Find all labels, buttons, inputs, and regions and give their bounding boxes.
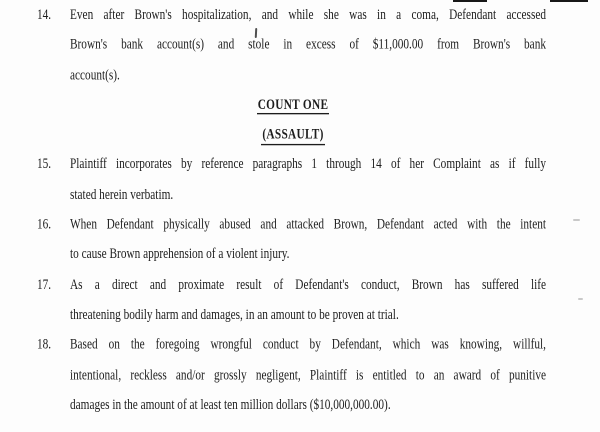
paragraph-18: [37, 330, 546, 420]
paragraph-line: Based on the foregoing wrongful conduct by Defendant, which was knowing, willful,: [70, 336, 546, 353]
paragraph-17: [37, 270, 546, 330]
paragraph-number: 17.: [37, 276, 52, 293]
heading-assault: [70, 120, 546, 150]
paragraph-line: As a direct and proximate result of Defendant's conduct, Brown has suffered life: [70, 276, 546, 293]
paragraph-line: When Defendant physically abused and attacked Brown, Defendant acted with the intent: [70, 216, 546, 233]
paragraph-14: [37, 0, 546, 90]
paragraph-16: [37, 210, 546, 270]
paragraph-line: damages in the amount of at least ten million dollars ($10,000,000.00).: [70, 396, 391, 413]
paragraph-number: 18.: [37, 336, 52, 353]
heading-text: (ASSAULT): [261, 127, 324, 145]
scan-artifact-speck-2: [578, 298, 583, 300]
paragraph-line: Brown's bank account(s) and stole in excess of $11,000.00 from Brown's bank: [70, 36, 546, 53]
heading-text: COUNT ONE: [257, 97, 330, 115]
paragraph-line: intentional, reckless and/or grossly negligent, Plaintiff is entitled to an award of punitive: [70, 366, 546, 383]
document-text-column: [37, 0, 546, 420]
scan-artifact-top-bar-2: [550, 0, 588, 2]
paragraph-line: Plaintiff incorporates by reference paragraphs 1 through 14 of her Complaint as if fully: [70, 156, 546, 173]
scan-artifact-speck-1: [573, 219, 580, 221]
paragraph-line: to cause Brown apprehension of a violent injury.: [70, 246, 290, 263]
paragraph-15: [37, 150, 546, 210]
heading-count-one: [70, 90, 546, 120]
paragraph-number: 15.: [37, 156, 52, 173]
paragraph-line: Even after Brown's hospitalization, and while she was in a coma, Defendant accessed: [70, 6, 546, 23]
paragraph-line: threatening bodily harm and damages, in an amount to be proven at trial.: [70, 306, 399, 323]
paragraph-line: stated herein verbatim.: [70, 186, 174, 203]
paragraph-number: 14.: [37, 6, 52, 23]
paragraph-number: 16.: [37, 216, 52, 233]
paragraph-line: account(s).: [70, 66, 120, 83]
